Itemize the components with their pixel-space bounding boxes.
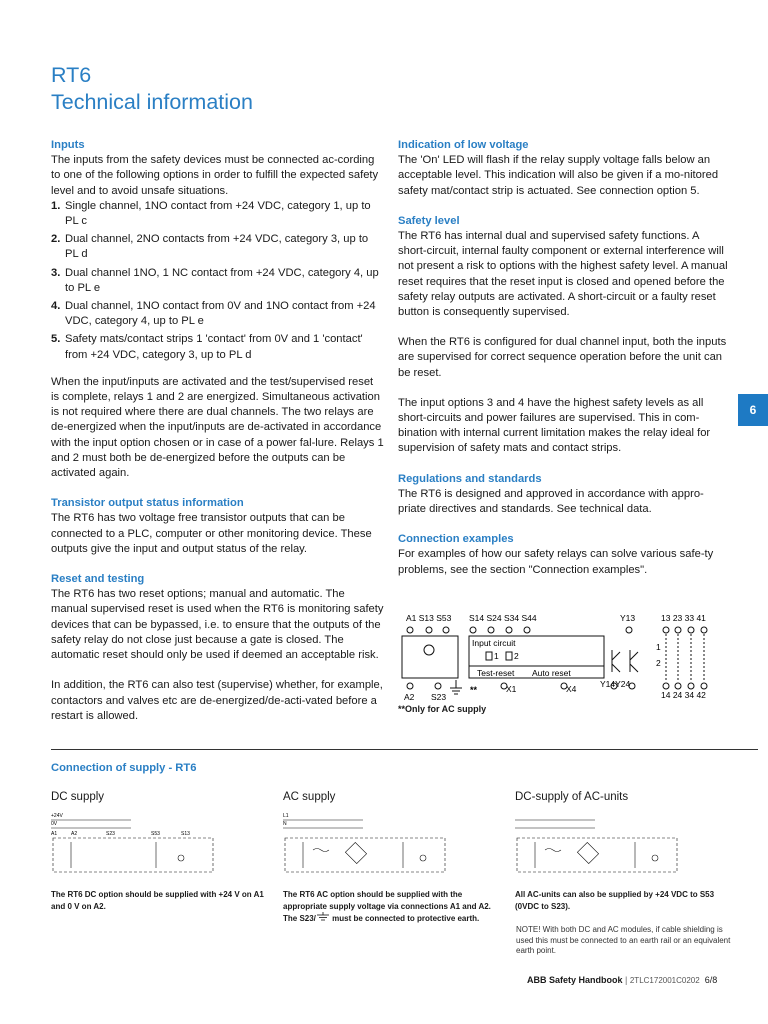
inputs-intro: The inputs from the safety devices must be connected ac-cording to one of the following options in order to fulfill the expected safety level and to avoid unsafe situations.: [51, 154, 379, 197]
diagram-top-terminals-left: A1 S13 S53: [406, 613, 452, 623]
relay-coil-2: [506, 652, 512, 660]
reset-text-2: In addition, the RT6 can also test (supervise) whether, for example, contactors and valves etc are de-energized/de-acti-vated before a restart is allowed.: [51, 679, 383, 722]
terminal-row-top: [407, 627, 707, 633]
earth-icon: [316, 912, 330, 921]
footer-doc-code: 2TLC172001C0202: [629, 976, 700, 985]
list-item: [51, 332, 384, 362]
left-column: [51, 138, 384, 724]
mini-label-s53: S53: [151, 831, 160, 837]
footer-separator: |: [622, 975, 630, 985]
output-contacts: [666, 634, 704, 680]
section-divider: [51, 749, 758, 750]
mini-label-s13: S13: [181, 831, 190, 837]
mini-label-0v: 0V: [51, 821, 58, 827]
inputs-paragraph: When the input/inputs are activated and the test/supervised reset is complete, relays 1 and 2 are energized. Simultaneous activation is not required where there are dual channels. The two relays are de-energized when the input/inputs are de-activated in accordance with the input option chosen or in case of a power fal-lure. Relays 1 and 2 must both be de-energized before the outputs can be activated again.: [51, 375, 384, 480]
diagram-top-terminals-mid: S14 S24 S34 S44: [469, 613, 537, 623]
list-item-number: 2.: [51, 233, 61, 246]
ac-supply-label: AC supply: [283, 791, 336, 803]
diagram-bottom-y14y24: Y14Y24: [600, 679, 631, 689]
relay-2-label: 2: [514, 651, 519, 661]
list-item-number: 1.: [51, 199, 61, 212]
page-title-product: RT6: [51, 63, 92, 87]
safety-text: The RT6 has internal dual and supervised safety functions. A short-circuit, internal faulty component or external interference will not present a risk to options with the highest safety level. A manual reset requires that the reset input is closed and opened before the safety relay outputs are activated. A short-circuit or a faulty reset button is consequently supervised.: [398, 230, 728, 319]
chapter-tab[interactable]: 6: [738, 394, 768, 426]
ac-supply-diagram: [283, 810, 453, 880]
earth-symbol-icon: [450, 680, 462, 694]
page-footer: [527, 975, 717, 985]
power-symbol: [424, 645, 434, 655]
ac-caption-2-start: The S23/: [283, 914, 316, 923]
list-item: [51, 266, 384, 296]
list-item-text: Safety mats/contact strips 1 'contact' from 0V and 1 'contact' from +24 VDC, category 3, up to PL d: [65, 333, 363, 361]
ac-caption-2: [283, 912, 498, 925]
inputs-heading: Inputs: [51, 139, 85, 151]
list-item-text: Dual channel, 2NO contacts from +24 VDC, category 3, up to PL d: [65, 233, 369, 261]
dcac-supply-diagram: [515, 810, 685, 880]
transistor-text: The RT6 has two voltage free transistor outputs that can be connected to a PLC, computer or other monitoring device. These outputs give the input and output status of the relay.: [51, 512, 372, 555]
regulations-heading: Regulations and standards: [398, 472, 542, 485]
right-relay-2-label: 2: [656, 658, 661, 668]
list-item-number: 3.: [51, 266, 61, 279]
dc-supply-caption: The RT6 DC option should be supplied with +24 V on A1 and 0 V on A2.: [51, 890, 264, 911]
diagram-bottom-s23: S23: [431, 692, 447, 702]
dcac-supply-label: DC-supply of AC-units: [515, 791, 629, 803]
mini-label-l1: L1: [283, 813, 289, 819]
diagram-bottom-right: 14 24 34 42: [661, 690, 706, 700]
list-item: [51, 232, 384, 262]
mini-label-n: N: [283, 821, 287, 827]
diagram-bottom-stars: **: [470, 685, 478, 695]
ac-caption-2-end: must be connected to protective earth.: [329, 914, 480, 923]
list-item-text: Dual channel, 1NO contact from 0V and 1NO contact from +24 VDC, category 4, up to PL e: [65, 300, 376, 328]
auto-reset-label: Auto reset: [532, 668, 571, 678]
reset-text: The RT6 has two reset options; manual and automatic. The manual supervised reset is used when the RT6 is monitoring safety devices that can be bypassed, i.e. to ensure that the outputs of the safety relay do not close just because a gate is closed. The automatic reset should only be used if deemed an acceptable risk.: [51, 588, 384, 662]
footer-brand: ABB Safety Handbook: [527, 975, 623, 985]
reset-heading: Reset and testing: [51, 573, 145, 586]
list-item-text: Dual channel 1NO, 1 NC contact from +24 VDC, category 4, up to PL e: [65, 266, 379, 294]
mini-label-a1: A1: [51, 831, 58, 837]
right-column: [398, 138, 730, 578]
transistor-heading: Transistor output status information: [51, 497, 244, 510]
dc-supply-label: DC supply: [51, 791, 105, 803]
footer-page-number: 6/8: [704, 975, 718, 985]
mini-label-s23: S23: [106, 831, 115, 837]
mini-label-plus24: +24V: [51, 813, 63, 819]
transistor-outputs: [612, 650, 638, 672]
list-item-text: Single channel, 1NO contact from +24 VDC, category 1, up to PL c: [65, 199, 371, 228]
inputs-list: [51, 199, 384, 363]
power-block: [402, 636, 458, 678]
dc-supply-diagram: [51, 810, 221, 880]
supply-section-heading: Connection of supply - RT6: [51, 762, 197, 774]
safety-text-2: When the RT6 is configured for dual channel input, both the inputs are supervised for correct sequence operation before the unit can be reset.: [398, 336, 727, 379]
relay-coil-1: [486, 652, 492, 660]
list-item: [51, 199, 384, 229]
diagram-note: **Only for AC supply: [398, 704, 487, 714]
lowvolt-text: The 'On' LED will flash if the relay supply voltage falls below an acceptable level. This indication will also be given if a mo-nitored safety mat/contact strip is actuated. See connection option 5.: [398, 154, 719, 197]
diagram-bottom-x4: X4: [566, 684, 577, 694]
safety-heading: Safety level: [398, 214, 460, 227]
diagram-bottom-x1: X1: [506, 684, 517, 694]
ac-caption-1: The RT6 AC option should be supplied with the appropriate supply voltage via connections A1 and A2.: [283, 890, 491, 911]
relay-1-label: 1: [494, 651, 499, 661]
test-reset-label: Test-reset: [477, 668, 515, 678]
list-item-number: 5.: [51, 333, 61, 346]
page-title: [51, 62, 253, 116]
diagram-top-y13: Y13: [620, 613, 636, 623]
diagram-top-right: 13 23 33 41: [661, 613, 706, 623]
lowvolt-heading: Indication of low voltage: [398, 139, 529, 151]
list-item-number: 4.: [51, 300, 61, 313]
shielding-note: NOTE! With both DC and AC modules, if cable shielding is used this must be connected to an earth rail or an equivalent earth point.: [516, 925, 731, 955]
input-circuit-label: Input circuit: [472, 638, 516, 648]
dcac-supply-caption: All AC-units can also be supplied by +24 VDC to S53 (0VDC to S23).: [515, 890, 715, 911]
page-title-subtitle: Technical information: [51, 90, 253, 114]
connection-heading: Connection examples: [398, 533, 514, 546]
right-relay-1-label: 1: [656, 642, 661, 652]
regulations-text: The RT6 is designed and approved in accordance with appro-priate directives and standards. See technical data.: [398, 487, 704, 516]
list-item: [51, 299, 384, 329]
connection-text: For examples of how our safety relays can solve various safe-ty problems, see the section "Connection examples".: [398, 548, 714, 576]
mini-label-a2: A2: [71, 831, 78, 837]
safety-text-3: The input options 3 and 4 have the highest safety levels as all short-circuits and power failures are supervised. This in com-bination with internal current limitation makes the relay ideal for supervision of safety mats and contact strips.: [398, 396, 711, 455]
ac-supply-caption: [283, 889, 498, 925]
diagram-bottom-a2: A2: [404, 692, 415, 702]
